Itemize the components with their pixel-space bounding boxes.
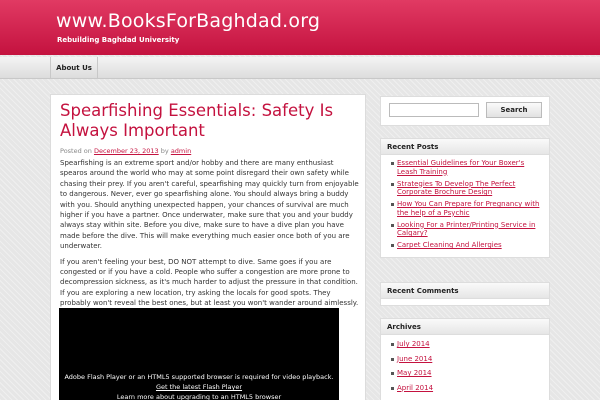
list-item[interactable]: [391, 221, 543, 238]
bullet-icon: [391, 343, 394, 346]
archives-list: [381, 335, 549, 400]
search-button[interactable]: Search: [486, 102, 542, 118]
archive-link[interactable]: May 2014: [397, 369, 432, 377]
recent-comments-widget: [380, 282, 550, 306]
list-item[interactable]: [391, 355, 543, 364]
bullet-icon: [391, 203, 394, 206]
site-header: [0, 0, 600, 55]
recent-post-link[interactable]: Looking For a Printer/Printing Service in Calgary?: [397, 220, 536, 237]
archive-link[interactable]: June 2014: [397, 354, 433, 363]
bullet-icon: [391, 358, 394, 361]
recent-post-link[interactable]: How You Can Prepare for Pregnancy with the help of a Psychic: [397, 200, 540, 217]
bullet-icon: [391, 372, 394, 375]
post-paragraph: If you aren't feeling your best, DO NOT attempt to dive. Same goes if you are congested or if you have a cold. People who suffer a congestion are more prone to decompression sickness, as it's much harder to adjust the pressure in that condition. If you are exploring a new location, try asking the locals for good spots. They probably won't reveal the best ones, but at least you won't wander around aimlessly.: [60, 257, 359, 308]
archive-link[interactable]: July 2014: [397, 340, 430, 348]
site-title[interactable]: www.BooksForBaghdad.org: [56, 10, 321, 32]
list-item[interactable]: [391, 384, 543, 393]
archives-widget: [380, 318, 550, 400]
list-item[interactable]: [391, 159, 543, 176]
nav-item-about-us[interactable]: About Us: [50, 57, 98, 79]
archive-link[interactable]: April 2014: [397, 383, 434, 392]
nav-bar: [0, 57, 600, 79]
list-item[interactable]: [391, 200, 543, 217]
video-message: [59, 372, 339, 400]
bullet-icon: [391, 183, 394, 186]
search-widget: [380, 96, 550, 126]
post-date-link[interactable]: December 23, 2013: [93, 147, 159, 155]
post-content: [50, 94, 366, 400]
video-player[interactable]: [59, 308, 339, 400]
by-label: by: [160, 147, 169, 155]
bullet-icon: [391, 224, 394, 227]
list-item[interactable]: [391, 340, 543, 349]
video-requirement-text: Adobe Flash Player or an HTML5 supported browser is required for video playback.: [64, 373, 334, 381]
bullet-icon: [391, 387, 394, 390]
recent-post-link[interactable]: Carpet Cleaning And Allergies: [397, 241, 502, 249]
widget-title: Archives: [381, 319, 549, 335]
recent-post-link[interactable]: Strategies To Develop The Perfect Corporate Brochure Design: [397, 179, 516, 196]
post-paragraph: Spearfishing is an extreme sport and/or hobby and there are many enthusiast spearos around the world who may at some point disregard their own safety while chasing their prey. If you aren't careful, spearfishing may quickly turn from enjoyable to dangerous. Never, ever go spearfishing alone. You should always bring a buddy with you. Should anything unexpected happen, your chances of survival are much higher if you have a partner. Once underwater, make sure that you and your buddy always stay within site. Before you dive, make sure to have a dive plan you have made before the dive. This will make everything much easier once both of you are underwater.: [60, 159, 359, 251]
recent-posts-list: [381, 155, 549, 257]
bullet-icon: [391, 162, 394, 165]
html5-upgrade-link[interactable]: Learn more about upgrading to an HTML5 browser: [116, 393, 282, 400]
post-author-link[interactable]: admin: [170, 147, 192, 155]
recent-posts-widget: [380, 138, 550, 258]
bullet-icon: [391, 244, 394, 247]
widget-title: Recent Comments: [381, 283, 549, 299]
widget-title: Recent Posts: [381, 139, 549, 155]
list-item[interactable]: [391, 369, 543, 378]
search-input[interactable]: [389, 103, 479, 117]
post-body: [60, 158, 360, 314]
post-meta: [60, 147, 191, 155]
posted-on-label: Posted on: [60, 147, 92, 155]
list-item[interactable]: [391, 180, 543, 197]
flash-player-link[interactable]: Get the latest Flash Player: [155, 383, 243, 391]
site-tagline: Rebuilding Baghdad University: [57, 36, 180, 44]
list-item[interactable]: [391, 241, 543, 250]
recent-post-link[interactable]: Essential Guidelines for Your Boxer's Leash Training: [397, 159, 525, 176]
post-title[interactable]: Spearfishing Essentials: Safety Is Always Important: [60, 101, 334, 140]
